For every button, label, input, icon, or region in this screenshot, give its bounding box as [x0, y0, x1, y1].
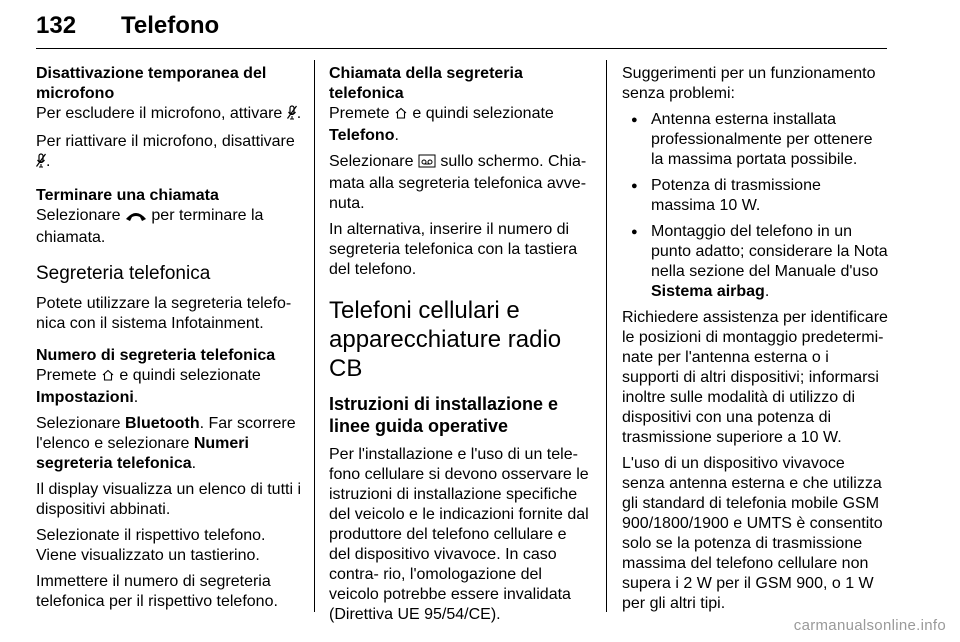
call-voicemail-heading: Chiamata della segreteria telefonica — [329, 65, 523, 102]
call-voicemail-step-2: Selezionare sullo schermo. Chia- mata alla segreteria telefonica avve- nuta. — [329, 153, 587, 212]
voicemail-number-step-3: Il display visualizza un elenco di tutti i dispositivi abbinati. — [36, 481, 302, 518]
list-item: ● Antenna esterna installata professionalmente per ottenere la massima portata possibile. — [622, 110, 888, 170]
voicemail-intro: Potete utilizzare la segreteria telefo- nica con il sistema Infotainment. — [36, 295, 292, 332]
end-call-icon — [125, 208, 147, 228]
column-divider-2 — [606, 60, 607, 612]
column-2 — [329, 64, 591, 631]
voicemail-heading: Segreteria telefonica — [36, 263, 211, 284]
voicemail-number-heading: Numero di segreteria telefonica — [36, 347, 276, 364]
handsfree-paragraph: L'uso di un dispositivo vivavoce senza antenna esterna e che utilizza gli standard di telefonia mobile GSM 900/1800/1900 e UMTS è consentito solo se la potenza di trasmissione massima del telefono cellulare non supera i 2 W per il GSM 900, o 1 W per gli altri tipi. — [622, 455, 883, 612]
home-icon — [101, 368, 115, 388]
column-3 — [622, 64, 888, 620]
call-voicemail-step-3: In alternativa, inserire il numero di segreteria telefonica con la tastiera del telefono. — [329, 221, 578, 278]
list-item: ● Montaggio del telefono in un punto adatto; considerare la Nota nella sezione del Manuale d'uso Sistema airbag. — [622, 222, 888, 302]
mute-paragraph-2: Per riattivare il microfono, disattivare . — [36, 132, 302, 174]
list-item: ● Potenza di trasmissione massima 10 W. — [622, 176, 888, 216]
mute-microphone-icon — [36, 153, 46, 174]
column-divider-1 — [314, 60, 315, 612]
voicemail-number-step-4: Selezionate il rispettivo telefono. Viene visualizzato un tastierino. — [36, 527, 266, 564]
page-header — [36, 6, 888, 46]
watermark: carmanualsonline.info — [793, 617, 946, 634]
page-number: 132 — [36, 12, 77, 39]
mute-heading: Disattivazione temporanea del microfono — [36, 65, 267, 102]
mute-paragraph-1: Per escludere il microfono, attivare . — [36, 104, 302, 126]
voicemail-number-step-2: Selezionare Bluetooth. Far scorrere l'elenco e selezionare Numeri segreteria telefonica. — [36, 415, 296, 472]
home-icon — [394, 106, 408, 126]
end-call-paragraph: Selezionare per terminare la chiamata. — [36, 207, 264, 246]
voicemail-icon — [418, 154, 436, 174]
installation-heading: Istruzioni di installazione e linee guida operative — [329, 394, 559, 436]
tips-list — [622, 110, 888, 302]
voicemail-number-step-5: Immettere il numero di segreteria telefonica per il rispettivo telefono. — [36, 573, 278, 610]
tips-intro: Suggerimenti per un funzionamento senza problemi: — [622, 65, 876, 102]
column-1 — [36, 64, 302, 618]
installation-paragraph: Per l'installazione e l'uso di un tele- fono cellulare si devono osservare le istruzioni di installazione specifiche del veicolo e le indicazioni fornite dal produttore del telefono cellulare e del dispositivo vivavoce. In caso contra- rio, l'omologazione del veicolo potrebbe essere invalidata (Direttiva UE 95/54/CE). — [329, 446, 589, 623]
mounting-paragraph: Richiedere assistenza per identificare le posizioni di montaggio predetermi- nate per l'antenna esterna o i supporti di altri dispositivi; informarsi inoltre sulle modalità di utilizzo di dispositivi con una potenza di trasmissione superiore a 10 W. — [622, 309, 888, 446]
cb-section-heading: Telefoni cellulari e apparecchiature radio CB — [329, 297, 562, 382]
chapter-title: Telefono — [121, 12, 220, 39]
end-call-heading: Terminare una chiamata — [36, 187, 219, 204]
mute-microphone-icon — [287, 105, 297, 126]
voicemail-number-step-1: Premete e quindi selezionate Impostazioni. — [36, 367, 261, 406]
header-divider — [36, 48, 887, 49]
call-voicemail-step-1: Premete e quindi selezionate Telefono. — [329, 105, 554, 144]
